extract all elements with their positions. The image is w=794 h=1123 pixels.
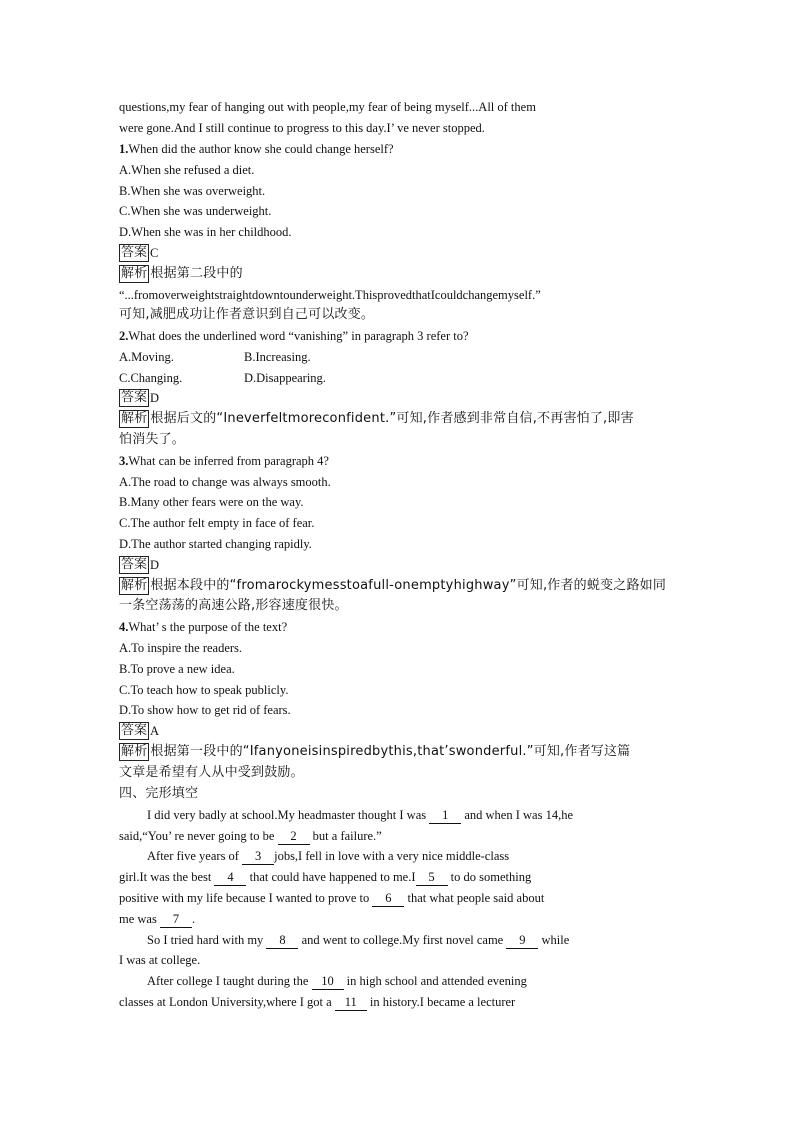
cloze-blank-11[interactable]: 11 [335,994,367,1011]
analysis-text: 根据第一段中的“Ifanyoneisinspiredbythis,that’swonderful.”可知,作者写这篇 [150,744,631,759]
option-d: D.To show how to get rid of fears. [119,703,291,717]
question-1 [119,139,675,159]
cloze-line [119,826,675,846]
answer-label: 答案 [121,723,148,738]
question-number: 3. [119,454,129,468]
option-b: B.Many other fears were on the way. [119,495,304,509]
cloze-line [119,992,675,1012]
cloze-blank-9[interactable]: 9 [506,932,538,949]
question-stem: What’ s the purpose of the text? [128,620,288,634]
analysis-label: 解析 [121,266,148,281]
option-row [119,347,675,367]
option-d: D.The author started changing rapidly. [119,537,312,551]
option-c: C.The author felt empty in face of fear. [119,516,315,530]
question-number: 2. [119,329,129,343]
question-number: 4. [119,620,129,634]
question-stem: What can be inferred from paragraph 4? [128,454,329,468]
cloze-blank-8[interactable]: 8 [266,932,298,949]
answer-row [119,721,675,741]
analysis-text: 一条空荡荡的高速公路,形容速度很快。 [119,598,348,613]
analysis-label: 解析 [121,744,148,759]
question-3 [119,451,675,471]
cloze-blank-5[interactable]: 5 [416,869,448,886]
answer-row [119,388,675,408]
question-stem: What does the underlined word “vanishing” in paragraph 3 refer to? [128,329,469,343]
cloze-blank-1[interactable]: 1 [429,807,461,824]
cloze-line: I was at college. [119,953,201,967]
option-a: A.When she refused a diet. [119,163,255,177]
cloze-blank-4[interactable]: 4 [214,869,246,886]
analysis-text: 怕消失了。 [119,432,186,447]
question-2 [119,326,675,346]
cloze-line [119,888,675,908]
option-c: C.To teach how to speak publicly. [119,683,289,697]
answer-label: 答案 [121,390,148,405]
cloze-text: in history.I became a lecturer [369,995,516,1009]
option-b: B.Increasing. [244,350,311,364]
answer-label: 答案 [121,557,148,572]
analysis-text: 根据本段中的“fromarockymesstoafull-onemptyhighway”可知,作者的蜕变之路如同 [150,578,667,593]
intro-line-2: were gone.And I still continue to progress to this day.I’ ve never stopped. [119,121,485,135]
cloze-line [147,846,675,866]
option-d: D.Disappearing. [244,371,326,385]
answer-row [119,555,675,575]
option-b: B.To prove a new idea. [119,662,235,676]
cloze-text: After five years of [147,849,239,863]
option-a: A.Moving. [119,350,174,364]
intro-line-1: questions,my fear of hanging out with people,my fear of being myself...All of them [119,100,536,114]
option-a: A.The road to change was always smooth. [119,475,331,489]
question-stem: When did the author know she could change herself? [128,142,394,156]
cloze-blank-10[interactable]: 10 [312,973,344,990]
cloze-blank-6[interactable]: 6 [372,890,404,907]
cloze-text: jobs,I fell in love with a very nice middle-class [274,849,510,863]
option-d: D.When she was in her childhood. [119,225,292,239]
cloze-text: me was [119,912,157,926]
cloze-line [147,930,675,950]
cloze-blank-2[interactable]: 2 [278,828,310,845]
cloze-text: positive with my life because I wanted to prove to [119,891,370,905]
cloze-text: while [541,933,570,947]
cloze-blank-3[interactable]: 3 [242,848,274,865]
option-c: C.Changing. [119,371,183,385]
answer-value: C [150,246,159,260]
analysis-row [119,742,675,762]
cloze-line [147,805,675,825]
question-number: 1. [119,142,129,156]
answer-label: 答案 [121,245,148,260]
cloze-text: and when I was 14,he [464,808,574,822]
analysis-text: 根据第二段中的 [150,266,243,281]
cloze-text: So I tried hard with my [147,933,264,947]
option-row [119,368,675,388]
cloze-text: After college I taught during the [147,974,309,988]
question-4 [119,617,675,637]
cloze-text: girl.It was the best [119,870,212,884]
cloze-text: in high school and attended evening [346,974,527,988]
cloze-text: classes at London University,where I got a [119,995,332,1009]
answer-value: D [150,558,160,572]
analysis-text: 文章是希望有人从中受到鼓励。 [119,765,304,780]
cloze-text: to do something [450,870,532,884]
analysis-label: 解析 [121,411,148,426]
cloze-text: . [191,912,196,926]
cloze-text: and went to college.My first novel came [301,933,504,947]
cloze-text: said,“You’ re never going to be [119,829,275,843]
cloze-text: I did very badly at school.My headmaster thought I was [147,808,427,822]
option-c: C.When she was underweight. [119,204,272,218]
cloze-text: that could have happened to me.I [249,870,416,884]
cloze-line [119,867,675,887]
cloze-line [119,909,675,929]
cloze-text: that what people said about [407,891,545,905]
analysis-row [119,264,675,284]
answer-row [119,243,675,263]
answer-value: A [150,724,160,738]
option-a: A.To inspire the readers. [119,641,243,655]
cloze-text: but a failure.” [312,829,382,843]
cloze-line [147,971,675,991]
answer-value: D [150,391,160,405]
section-title: 四、完形填空 [119,786,199,801]
analysis-quote: “...fromoverweightstraightdowntounderweight.ThisprovedthatIcouldchangemyself.” [119,288,541,302]
analysis-text: 根据后文的“Ineverfeltmoreconfident.”可知,作者感到非常自信,不再害怕了,即害 [150,411,634,426]
option-b: B.When she was overweight. [119,184,266,198]
analysis-label: 解析 [121,578,148,593]
analysis-row [119,576,675,596]
cloze-blank-7[interactable]: 7 [160,911,192,928]
analysis-row [119,409,675,429]
analysis-text: 可知,减肥成功让作者意识到自己可以改变。 [119,307,375,322]
